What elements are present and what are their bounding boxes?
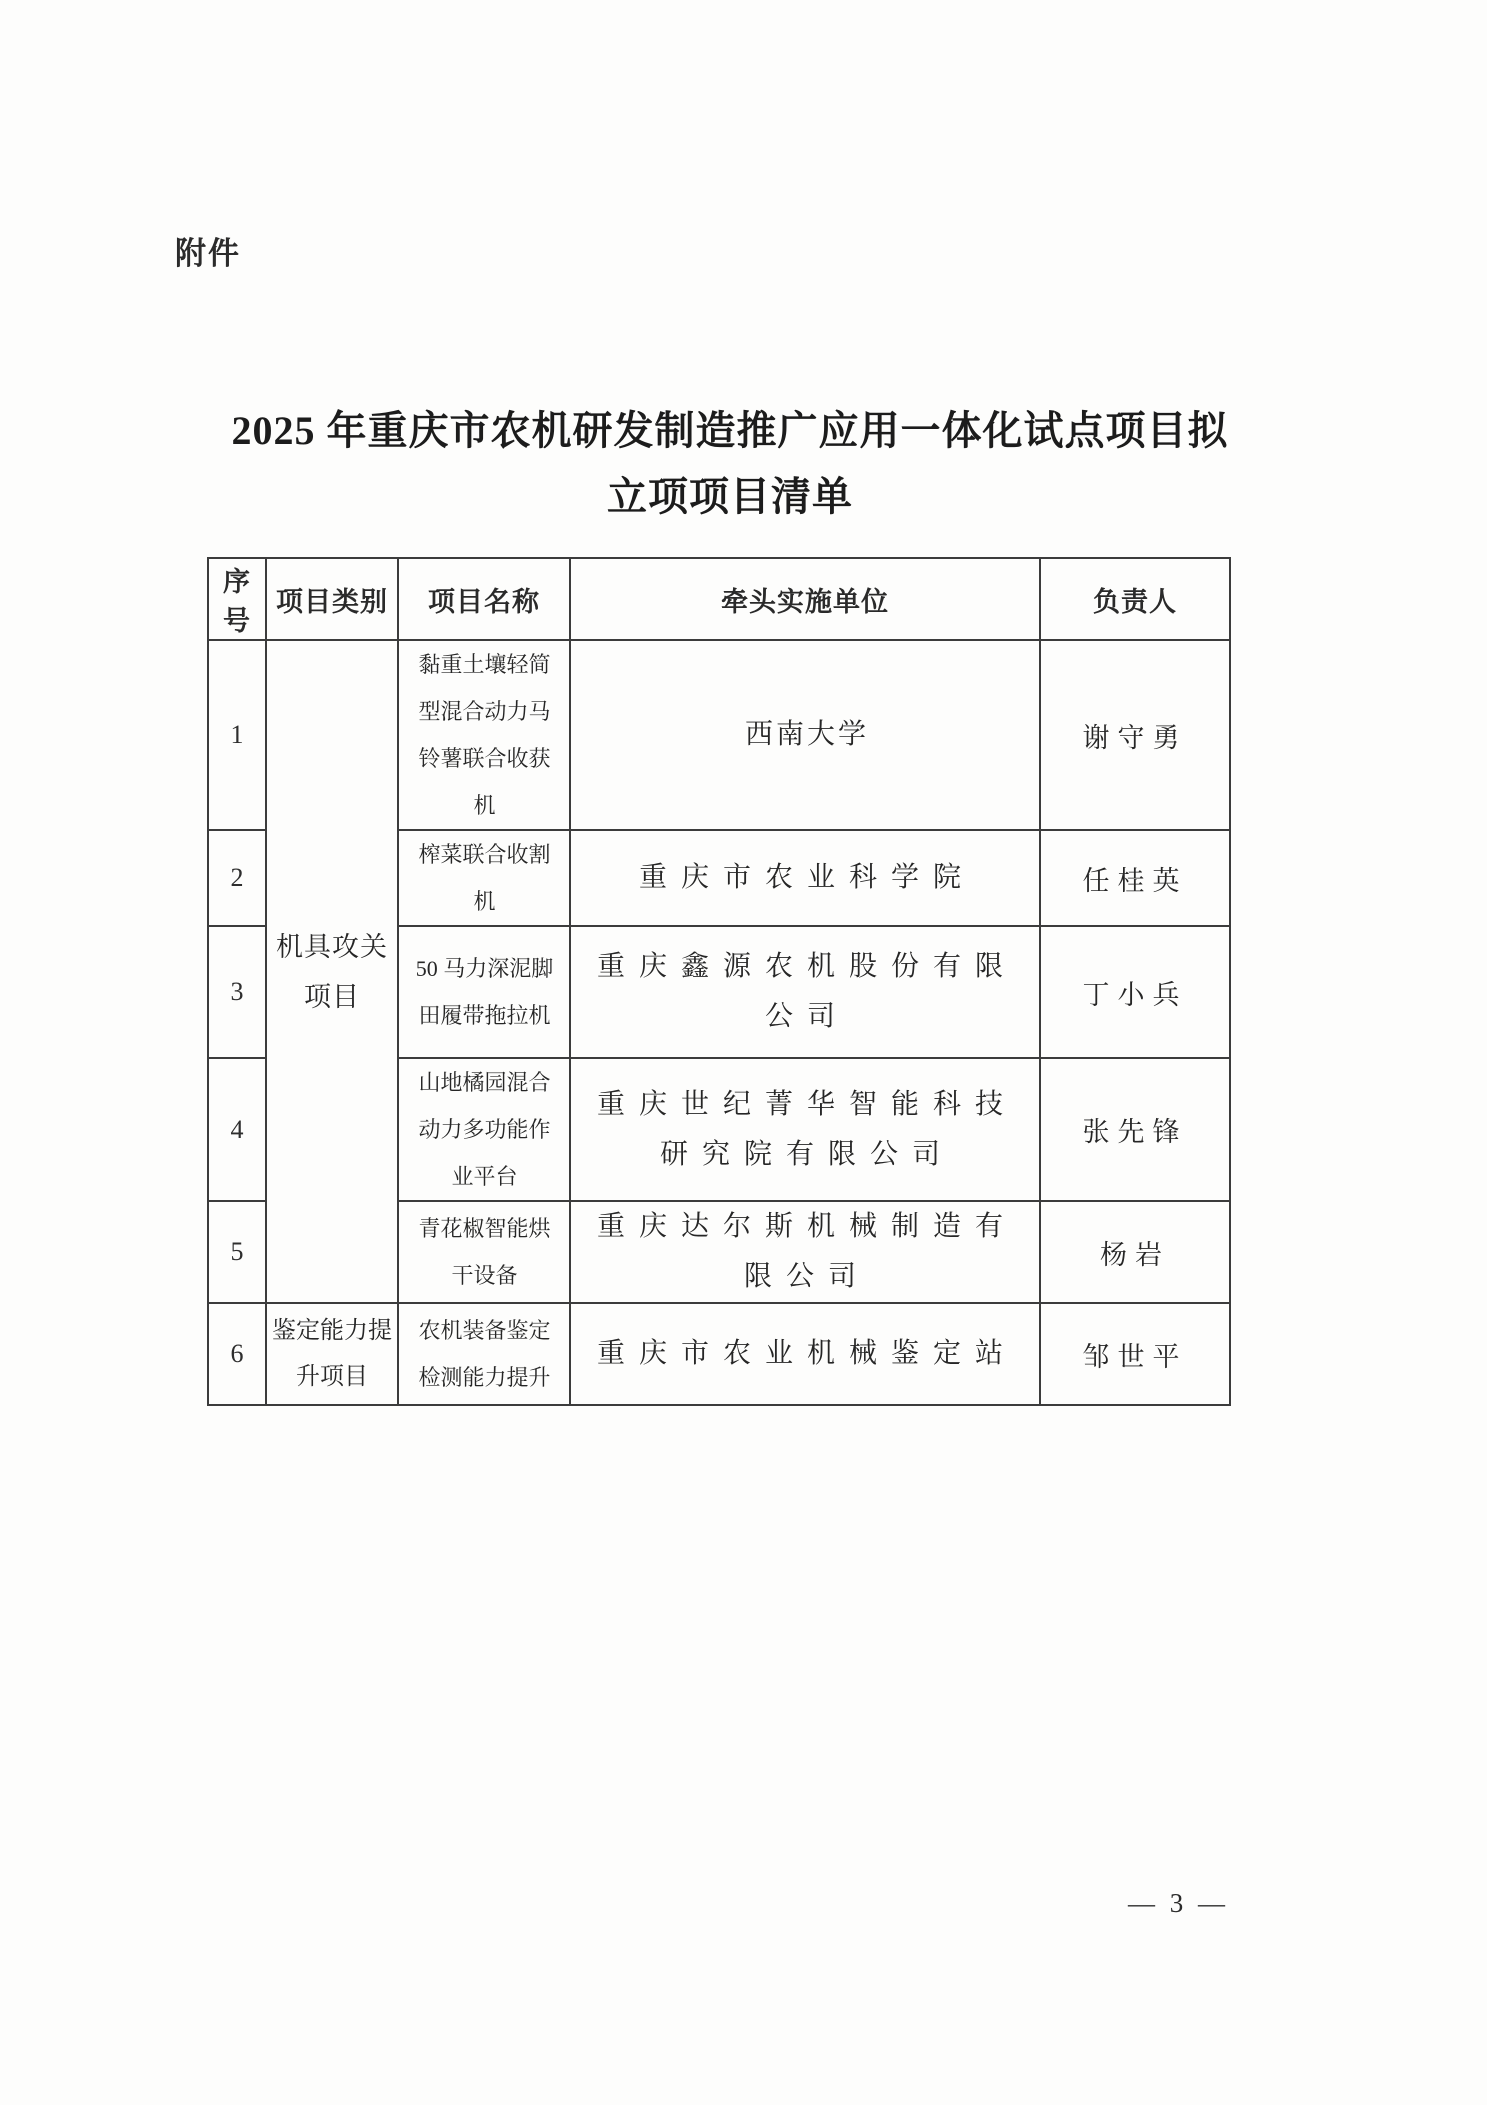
project-name-cell: 农机装备鉴定检测能力提升 xyxy=(398,1303,570,1405)
unit-cell: 重庆市农业科学院 xyxy=(570,830,1040,926)
projects-table xyxy=(207,557,1231,1406)
leader-cell: 任桂英 xyxy=(1040,830,1230,926)
project-name-cell: 山地橘园混合动力多功能作业平台 xyxy=(398,1058,570,1201)
category-cell-equipment: 机具攻关项目 xyxy=(266,640,398,1303)
unit-cell: 西南大学 xyxy=(570,640,1040,830)
column-header-leader: 负责人 xyxy=(1040,558,1230,640)
table-row xyxy=(208,1303,1230,1405)
table-header-row xyxy=(208,558,1230,640)
document-title xyxy=(150,398,1310,530)
table-row xyxy=(208,640,1230,830)
attachment-label: 附件 xyxy=(175,236,241,271)
project-name-cell: 黏重土壤轻简型混合动力马铃薯联合收获机 xyxy=(398,640,570,830)
serial-cell: 1 xyxy=(208,640,266,830)
project-name-cell: 榨菜联合收割机 xyxy=(398,830,570,926)
serial-cell: 2 xyxy=(208,830,266,926)
unit-cell: 重庆市农业机械鉴定站 xyxy=(570,1303,1040,1405)
page-number: — 3 — xyxy=(1128,1888,1229,1918)
unit-cell: 重庆鑫源农机股份有限公司 xyxy=(570,926,1040,1058)
leader-cell: 谢守勇 xyxy=(1040,640,1230,830)
unit-cell: 重庆达尔斯机械制造有限公司 xyxy=(570,1201,1040,1303)
project-name-cell: 50 马力深泥脚田履带拖拉机 xyxy=(398,926,570,1058)
leader-cell: 张先锋 xyxy=(1040,1058,1230,1201)
category-cell-appraisal: 鉴定能力提升项目 xyxy=(266,1303,398,1405)
unit-cell: 重庆世纪菁华智能科技研究院有限公司 xyxy=(570,1058,1040,1201)
project-name-cell: 青花椒智能烘干设备 xyxy=(398,1201,570,1303)
column-header-category: 项目类别 xyxy=(266,558,398,640)
serial-cell: 6 xyxy=(208,1303,266,1405)
column-header-lead-unit: 牵头实施单位 xyxy=(570,558,1040,640)
document-title-line2: 立项项目清单 xyxy=(607,474,853,519)
serial-cell: 3 xyxy=(208,926,266,1058)
leader-cell: 丁小兵 xyxy=(1040,926,1230,1058)
serial-cell: 5 xyxy=(208,1201,266,1303)
serial-cell: 4 xyxy=(208,1058,266,1201)
column-header-serial: 序号 xyxy=(208,558,266,640)
document-title-line1: 2025 年重庆市农机研发制造推广应用一体化试点项目拟 xyxy=(231,408,1229,453)
leader-cell: 邹世平 xyxy=(1040,1303,1230,1405)
column-header-project-name: 项目名称 xyxy=(398,558,570,640)
leader-cell: 杨岩 xyxy=(1040,1201,1230,1303)
